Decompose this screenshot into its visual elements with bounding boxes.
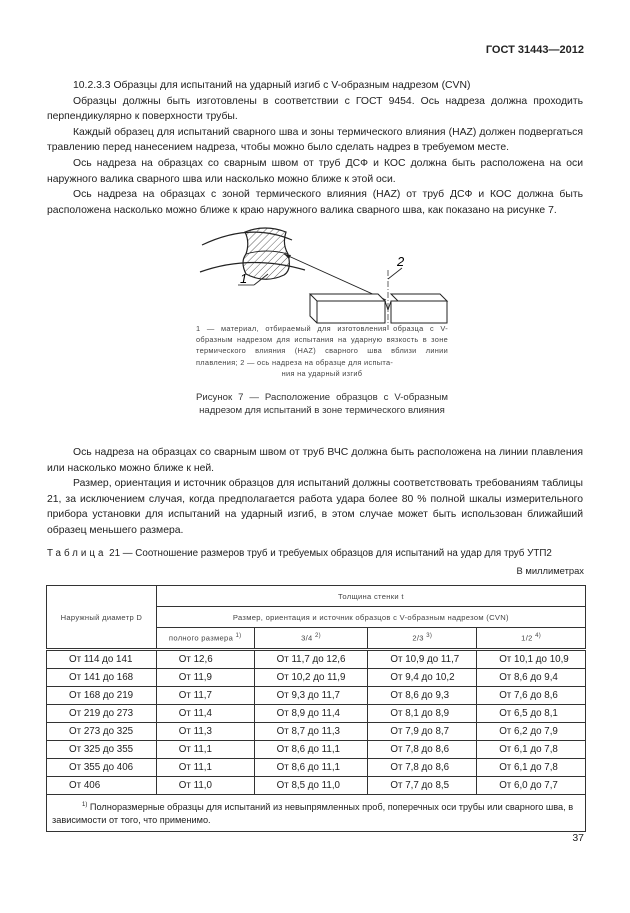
table-cell: От 9,3 до 11,7: [254, 687, 368, 705]
paragraph: Ось надреза на образцах со сварным швом от труб ВЧС должна быть расположена на линии плавления или насколько можно ближе к ней.: [47, 447, 583, 474]
standard-header: ГОСТ 31443—2012: [485, 44, 584, 56]
table-cell: От 7,9 до 8,7: [368, 723, 477, 741]
table-units: В миллиметрах: [516, 565, 584, 576]
table-cell: От 219 до 273: [47, 705, 157, 723]
table-cell: От 9,4 до 10,2: [368, 669, 477, 687]
table-footnote: $^{1)}$ Полноразмерные образцы для испытаний из невыпрямленных проб, поперечных оси трубы или сварного шва, в зависимости от того, что применимо.: [47, 795, 586, 832]
table-cell: От 8,6 до 11,1: [254, 741, 368, 759]
table-row: [47, 705, 586, 723]
table-cell: От 8,6 до 11,1: [254, 759, 368, 777]
figure-legend: 1 — материал, отбираемый для изготовления образца с V-образным надрезом для испытания на ударную вязкость в зоне термического влияния (HAZ) сварного шва вблизи линии плавления; 2 — ось надреза на образце для испыта- ния на ударный изгиб: [196, 324, 448, 378]
figure-7-drawing: [170, 212, 450, 340]
table-cell: От 11,4: [156, 705, 254, 723]
table-cell: От 12,6: [156, 650, 254, 669]
table-cell: От 11,1: [156, 759, 254, 777]
table-cell: От 6,5 до 8,1: [477, 705, 586, 723]
table-cell: От 6,1 до 7,8: [477, 741, 586, 759]
table-cell: От 8,9 до 11,4: [254, 705, 368, 723]
table-row: [47, 741, 586, 759]
specimen-bar: [391, 301, 447, 323]
arrow-line: [284, 254, 386, 300]
table-row: [47, 759, 586, 777]
table-cell: От 10,2 до 11,9: [254, 669, 368, 687]
table-cell: От 406: [47, 777, 157, 795]
table-cell: От 8,6 до 9,3: [368, 687, 477, 705]
subheader-2: 2/3 $^{3)}$: [368, 628, 477, 650]
table-cell: От 11,7 до 12,6: [254, 650, 368, 669]
table-cell: От 11,3: [156, 723, 254, 741]
table-cell: От 7,6 до 8,6: [477, 687, 586, 705]
paragraph: Размер, ориентация и источник образцов для испытаний должны соответствовать требованиям таблицы 21, за исключением случая, когда предполагается работа удара более 80 % полной шкалы измерительного прибора установки для испытаний на ударный изгиб, в этом случае может быть использован ближайший образец меньшего размера.: [47, 478, 583, 536]
table-cell: От 7,8 до 8,6: [368, 741, 477, 759]
subheader-1: 3/4 $^{2)}$: [254, 628, 368, 650]
figure-caption: Рисунок 7 — Расположение образцов с V-образным надрезом для испытаний в зоне термического влияния: [196, 392, 448, 416]
table-caption: Таблица 21 — Соотношение размеров труб и требуемых образцов для испытаний на удар для труб УТП2: [47, 548, 552, 559]
table-row: [47, 777, 586, 795]
table-cell: От 273 до 325: [47, 723, 157, 741]
table-cell: От 11,7: [156, 687, 254, 705]
table-cell: От 168 до 219: [47, 687, 157, 705]
paragraph: Ось надреза на образцах со сварным швом от труб ДСФ и КОС должна быть расположена на оси наружного валика сварного шва или насколько можно ближе к этой оси.: [47, 157, 583, 185]
table-cell: От 11,0: [156, 777, 254, 795]
paragraph: 10.2.3.3 Образцы для испытаний на ударный изгиб с V-образным надрезом (CVN): [73, 80, 471, 91]
table-row: [47, 650, 586, 669]
table-21: [46, 585, 586, 832]
section-text-top: [47, 78, 583, 218]
table-cell: От 7,8 до 8,6: [368, 759, 477, 777]
table-cell: От 141 до 168: [47, 669, 157, 687]
paragraph: Образцы должны быть изготовлены в соответствии с ГОСТ 9454. Ось надреза должна проходить перпендикулярно к поверхности трубы.: [47, 95, 583, 123]
table-cell: От 10,9 до 11,7: [368, 650, 477, 669]
paragraph: Ось надреза на образцах с зоной термического влияния (HAZ) от труб ДСФ и КОС должна быть расположена насколько можно ближе к краю наружного валика сварного шва, как показано на рисунке 7.: [47, 189, 583, 216]
table-cell: От 10,1 до 10,9: [477, 650, 586, 669]
table-cell: От 6,2 до 7,9: [477, 723, 586, 741]
table-cell: От 8,5 до 11,0: [254, 777, 368, 795]
page-number: 37: [572, 832, 584, 844]
table-cell: От 6,1 до 7,8: [477, 759, 586, 777]
table-cell: От 11,9: [156, 669, 254, 687]
table-cell: От 11,1: [156, 741, 254, 759]
table-cell: От 8,6 до 9,4: [477, 669, 586, 687]
subheader-3: 1/2 $^{4)}$: [477, 628, 586, 650]
weld-seam: [243, 228, 289, 279]
table-cell: От 325 до 355: [47, 741, 157, 759]
table-row: [47, 687, 586, 705]
header-cvn: Размер, ориентация и источник образцов с V-образным надрезом (CVN): [156, 607, 585, 628]
table-row: [47, 669, 586, 687]
label-1: 1: [240, 271, 248, 286]
table-cell: От 8,7 до 11,3: [254, 723, 368, 741]
label-2: 2: [397, 254, 405, 269]
subheader-0: полного размера $^{1)}$: [156, 628, 254, 650]
table-cell: От 355 до 406: [47, 759, 157, 777]
header-diameter: Наружный диаметр D: [47, 586, 157, 650]
header-wall-thickness: Толщина стенки t: [156, 586, 585, 607]
table-cell: От 114 до 141: [47, 650, 157, 669]
table-cell: От 6,0 до 7,7: [477, 777, 586, 795]
table-row: [47, 723, 586, 741]
table-cell: От 8,1 до 8,9: [368, 705, 477, 723]
table-cell: От 7,7 до 8,5: [368, 777, 477, 795]
paragraph: Каждый образец для испытаний сварного шва и зоны термического влияния (HAZ) должен подвергаться травлению перед нанесением надреза, чтобы можно было сделать надрез в требуемом месте.: [47, 126, 583, 154]
section-text-bottom: [47, 445, 583, 539]
